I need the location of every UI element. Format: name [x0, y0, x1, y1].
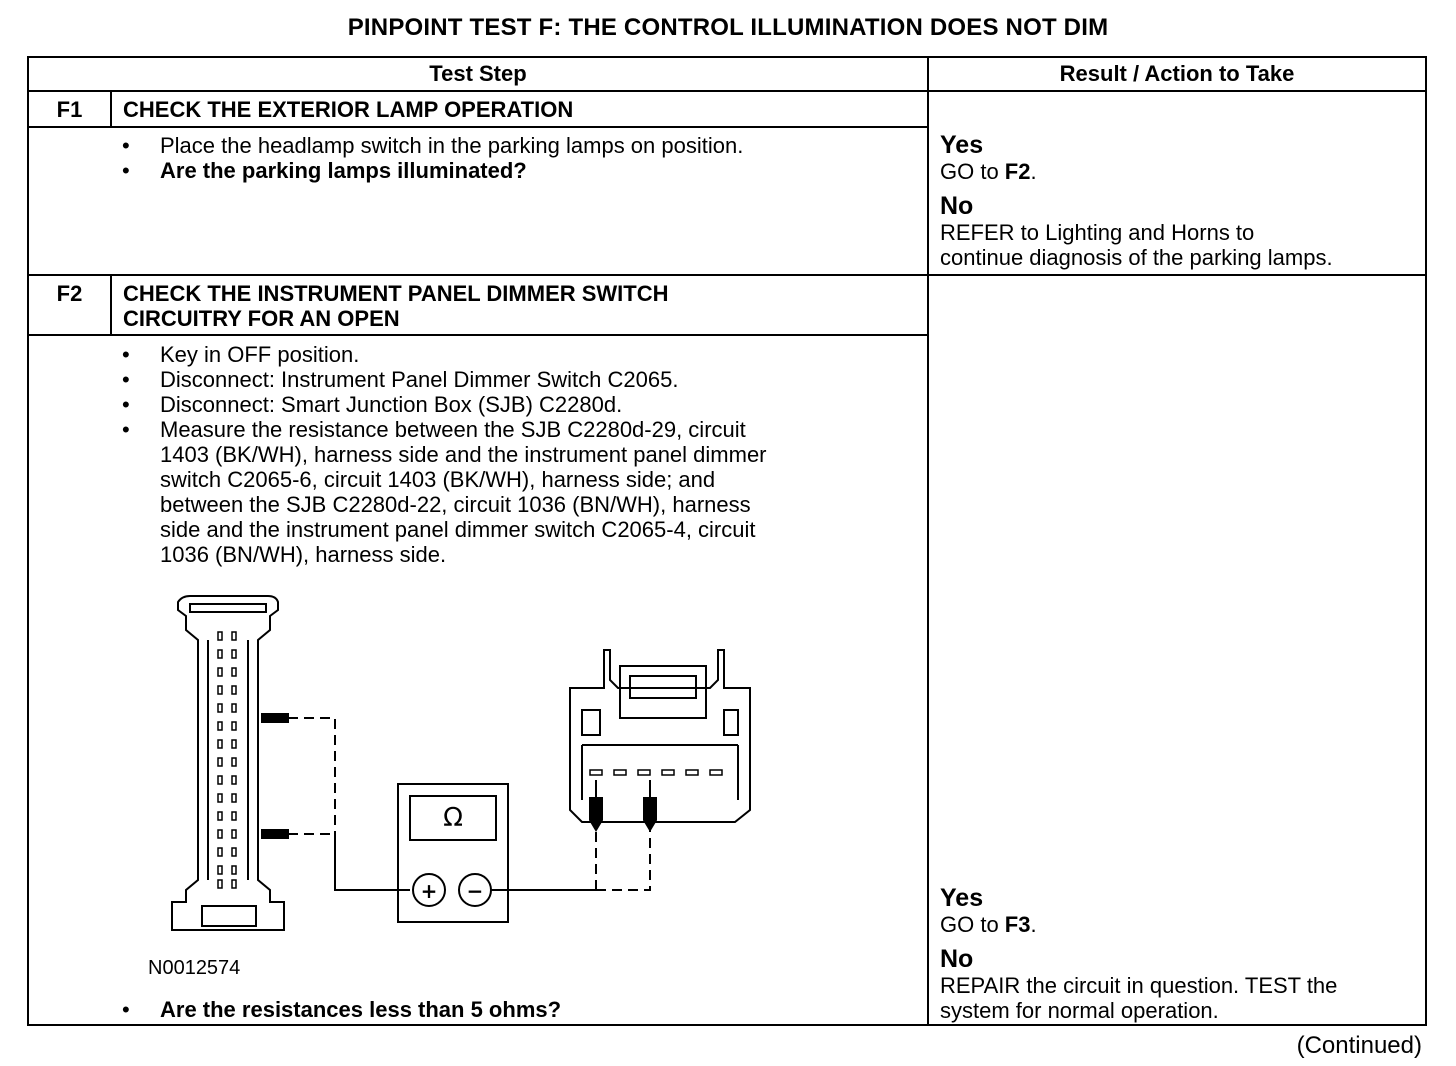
bullet: •	[122, 997, 130, 1022]
f1-yes-action	[940, 159, 1333, 184]
bullet: •	[122, 417, 130, 442]
f1-no-label: No	[940, 192, 974, 220]
lead-dashed-dimmer	[596, 820, 650, 890]
f1-result	[940, 131, 1333, 270]
minus-terminal-symbol: −	[466, 879, 484, 903]
sjb-connector-c2280d	[172, 596, 284, 930]
f2-yes-label: Yes	[940, 884, 984, 912]
f2-step-4-line-3: switch C2065-6, circuit 1403 (BK/WH), harness side; and	[160, 467, 716, 492]
f1-question: Are the parking lamps illuminated?	[160, 158, 527, 183]
f2-yes-target: F3	[1004, 912, 1031, 937]
column-divider-stepid-f1	[110, 92, 112, 128]
f1-yes-action-prefix: GO to	[940, 159, 1005, 184]
header-result-action: Result / Action to Take	[1059, 61, 1295, 86]
f1-yes-action-suffix: .	[1030, 159, 1037, 184]
f2-no-line-2: system for normal operation.	[940, 998, 1219, 1023]
connector-measurement-illustration	[120, 580, 900, 980]
bullet: •	[122, 342, 130, 367]
f2-heading-line-2: CIRCUITRY FOR AN OPEN	[123, 306, 400, 331]
f1-f2-rule	[27, 274, 1427, 276]
dimmer-pin-slots	[590, 770, 722, 775]
header-test-step: Test Step	[429, 61, 527, 86]
f2-step-4-line-2: 1403 (BK/WH), harness side and the instrument panel dimmer	[160, 442, 767, 467]
plus-terminal-symbol: +	[420, 879, 438, 903]
f2-yes-action-prefix: GO to	[940, 912, 1005, 937]
column-divider-stepid-f2	[110, 276, 112, 336]
f2-step-4-line-6: 1036 (BN/WH), harness side.	[160, 542, 447, 567]
ohm-symbol: Ω	[443, 803, 463, 833]
page-title: PINPOINT TEST F: THE CONTROL ILLUMINATION DOES NOT DIM	[347, 14, 1109, 41]
column-divider-result	[927, 56, 929, 1026]
sjb-probe-bottom	[262, 830, 288, 838]
f2-yes-action-suffix: .	[1030, 912, 1037, 937]
bullet: •	[122, 367, 130, 392]
step-id-f1: F1	[56, 97, 83, 122]
f2-step-4-line-5: side and the instrument panel dimmer switch C2065-4, circuit	[160, 517, 756, 542]
continued-note: (Continued)	[1296, 1032, 1422, 1059]
lead-dashed-upper	[288, 718, 335, 834]
f1-no-line-1: REFER to Lighting and Horns to	[940, 220, 1255, 245]
f1-yes-label: Yes	[940, 131, 984, 159]
f2-heading-rule	[27, 334, 928, 336]
f2-step-3: Disconnect: Smart Junction Box (SJB) C2280d.	[160, 392, 623, 417]
f1-heading-rule	[27, 126, 928, 128]
f1-step-1: Place the headlamp switch in the parking lamps on position.	[160, 133, 744, 158]
f2-step-4-line-4: between the SJB C2280d-22, circuit 1036 (BN/WH), harness	[160, 492, 751, 517]
bullet: •	[122, 158, 130, 183]
f2-yes-action	[940, 912, 1337, 937]
f1-yes-target: F2	[1004, 159, 1031, 184]
f2-question: Are the resistances less than 5 ohms?	[160, 997, 562, 1022]
f1-no-line-2: continue diagnosis of the parking lamps.	[940, 245, 1333, 270]
bullet: •	[122, 392, 130, 417]
f2-no-line-1: REPAIR the circuit in question. TEST the	[940, 973, 1338, 998]
figure-id: N0012574	[148, 957, 241, 979]
header-rule	[27, 90, 1427, 92]
f1-heading: CHECK THE EXTERIOR LAMP OPERATION	[123, 97, 574, 122]
f2-no-label: No	[940, 945, 974, 973]
f2-result	[940, 884, 1337, 1023]
sjb-pin-slots	[218, 632, 236, 888]
step-id-f2: F2	[56, 281, 83, 306]
bullet: •	[122, 133, 130, 158]
f2-step-4-line-1: Measure the resistance between the SJB C2280d-29, circuit	[160, 417, 746, 442]
f2-step-1: Key in OFF position.	[160, 342, 360, 367]
f2-heading-line-1: CHECK THE INSTRUMENT PANEL DIMMER SWITCH	[123, 281, 669, 306]
f2-step-2: Disconnect: Instrument Panel Dimmer Switch C2065.	[160, 367, 679, 392]
sjb-probe-top	[262, 714, 288, 722]
